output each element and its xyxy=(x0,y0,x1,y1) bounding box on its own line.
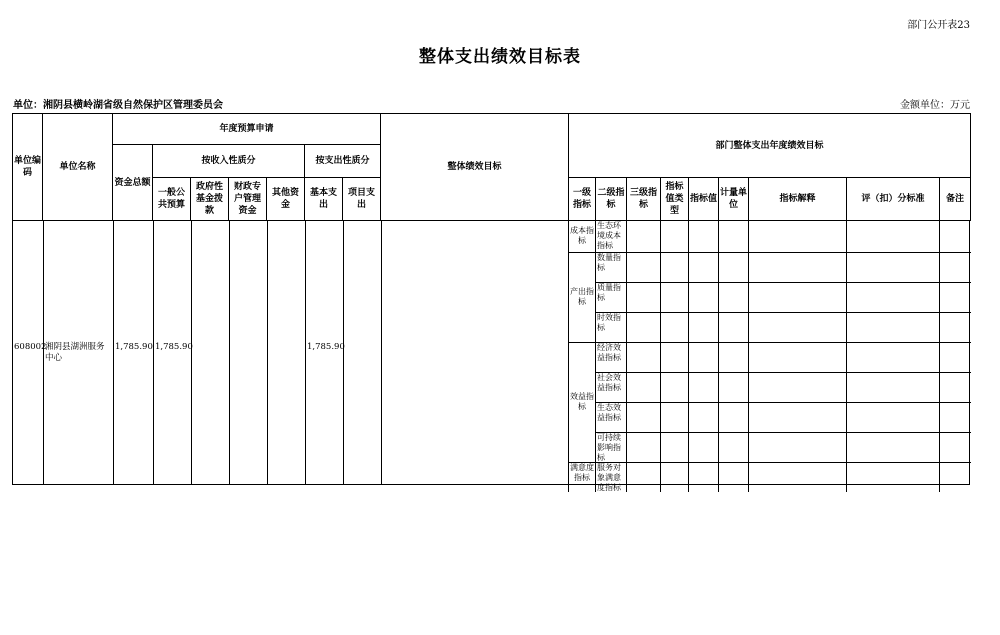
header-other-funds: 其他资金 xyxy=(267,178,305,221)
header-overall-goal: 整体绩效目标 xyxy=(381,114,569,221)
indicator-level1-output: 产出指标 xyxy=(569,252,596,342)
indicator-level2: 数量指标 xyxy=(596,252,627,282)
header-annual-budget: 年度预算申请 xyxy=(113,114,381,145)
indicator-level1-cost: 成本指标 xyxy=(569,221,596,252)
general-public-cell: 1,785.90 xyxy=(155,342,193,352)
header-gov-fund: 政府性基金拨款 xyxy=(191,178,229,221)
performance-indicator-table xyxy=(568,221,971,492)
header-scoring: 评（扣）分标准 xyxy=(847,178,940,221)
page-title: 整体支出绩效目标表 xyxy=(419,47,581,67)
header-basic-expense: 基本支出 xyxy=(305,178,343,221)
header-special-fiscal: 财政专户管理资金 xyxy=(229,178,267,221)
unit-label: 单位：湘阴县横岭湖省级自然保护区管理委员会 xyxy=(13,100,223,111)
indicator-level2: 生态效益指标 xyxy=(596,402,627,432)
indicator-level2: 服务对象满意度指标 xyxy=(596,462,627,492)
unit-code-cell: 608002 xyxy=(14,342,47,352)
header-total-funds: 资金总额 xyxy=(113,145,153,221)
page-number: 部门公开表23 xyxy=(907,20,970,31)
header-dept-goal: 部门整体支出年度绩效目标 xyxy=(569,114,971,178)
header-table xyxy=(12,113,971,221)
header-project-expense: 项目支出 xyxy=(343,178,381,221)
indicator-level2: 生态环境成本指标 xyxy=(596,221,627,252)
indicator-level2: 时效指标 xyxy=(596,312,627,342)
indicator-level2: 经济效益指标 xyxy=(596,342,627,372)
header-explanation: 指标解释 xyxy=(749,178,847,221)
header-by-expense: 按支出性质分 xyxy=(305,145,381,178)
basic-expense-cell: 1,785.90 xyxy=(307,342,345,352)
table-body xyxy=(12,221,970,492)
total-funds-cell: 1,785.90 xyxy=(115,342,153,352)
header-unit: 计量单位 xyxy=(719,178,749,221)
header-level1: 一级指标 xyxy=(569,178,596,221)
header-level2: 二级指标 xyxy=(596,178,627,221)
header-by-income: 按收入性质分 xyxy=(153,145,305,178)
header-value: 指标值 xyxy=(689,178,719,221)
header-unit-name: 单位名称 xyxy=(43,114,113,221)
header-value-type: 指标值类型 xyxy=(661,178,689,221)
indicator-level2: 质量指标 xyxy=(596,282,627,312)
money-unit-label: 金额单位：万元 xyxy=(900,100,970,111)
indicator-level1-benefit: 效益指标 xyxy=(569,342,596,462)
indicator-level2: 社会效益指标 xyxy=(596,372,627,402)
indicator-level1-satisfaction: 满意度指标 xyxy=(569,462,596,492)
indicator-level2: 可持续影响指标 xyxy=(596,432,627,462)
header-unit-code: 单位编码 xyxy=(13,114,43,221)
header-general-public: 一般公共预算 xyxy=(153,178,191,221)
header-level3: 三级指标 xyxy=(627,178,661,221)
unit-name-cell: 湘阴县湖洲服务中心 xyxy=(45,342,105,363)
header-remark: 备注 xyxy=(940,178,971,221)
